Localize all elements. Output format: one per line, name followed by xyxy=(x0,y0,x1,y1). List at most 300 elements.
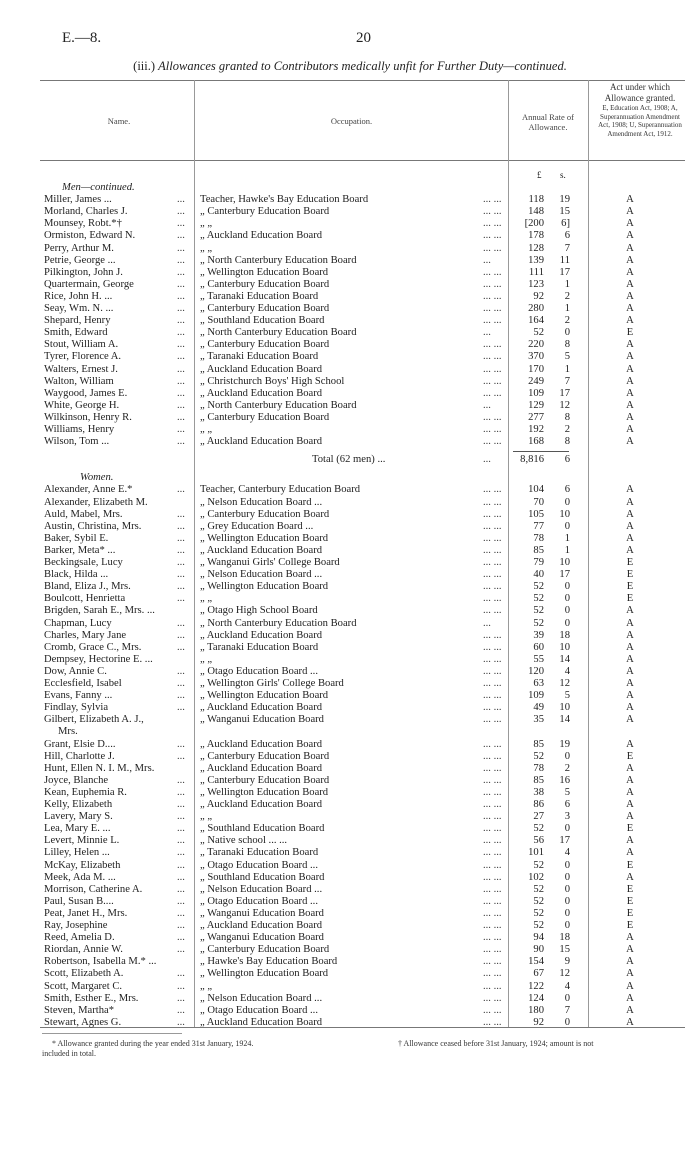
occupation: Teacher, Canterbury Education Board xyxy=(200,484,361,496)
leader-dots: ... ... xyxy=(483,230,502,242)
occupation: „ Auckland Education Board xyxy=(200,738,323,750)
contributor-name: Black, Hilda ... xyxy=(44,569,109,581)
contributor-name: Shepard, Henry xyxy=(44,315,111,327)
contributor-name: Barker, Meta* ... xyxy=(44,544,116,556)
leader-dots: ... ... xyxy=(483,823,502,835)
allowance-pounds: 123 xyxy=(528,278,544,290)
footnote-rule xyxy=(42,1033,182,1034)
contributor-name: Cromb, Grace C., Mrs. xyxy=(44,641,142,653)
leader-dots: ... ... xyxy=(483,944,502,956)
allowance-pounds: 178 xyxy=(528,230,544,242)
allowance-shillings: 14 xyxy=(559,714,570,726)
leader-dots: ... xyxy=(177,315,185,327)
allowance-pounds: 90 xyxy=(533,944,544,956)
table-row xyxy=(0,424,700,436)
leader-dots: ... ... xyxy=(483,557,502,568)
leader-dots: ... ... xyxy=(483,278,502,290)
table-row xyxy=(0,739,700,751)
allowance-pounds: 86 xyxy=(533,799,544,810)
leader-dots: ... xyxy=(177,1004,185,1016)
contributor-name: Auld, Mabel, Mrs. xyxy=(44,508,123,520)
allowance-shillings: 19 xyxy=(559,738,570,750)
allowance-shillings: 6 xyxy=(564,484,570,496)
contributor-name: Miller, James ... xyxy=(44,194,112,206)
act-code: A xyxy=(626,315,634,327)
leader-dots: ... ... xyxy=(483,363,502,375)
leader-dots: ... ... xyxy=(483,544,502,556)
table-row xyxy=(0,351,700,363)
allowance-shillings: 15 xyxy=(559,944,570,956)
table-row xyxy=(0,255,700,267)
occupation: „ Wanganui Girls' College Board xyxy=(200,557,340,568)
leader-dots: ... ... xyxy=(483,956,502,968)
allowance-shillings: 12 xyxy=(559,678,570,689)
occupation: „ Auckland Education Board xyxy=(200,544,323,556)
occupation: „ „ xyxy=(200,218,213,230)
occupation: „ Auckland Education Board xyxy=(200,230,323,242)
table-row xyxy=(0,509,700,521)
table-row xyxy=(0,327,700,339)
occupation: „ „ xyxy=(200,242,213,254)
occupation: „ Christchurch Boys' High School xyxy=(200,375,345,387)
allowance-pounds: 111 xyxy=(528,266,544,278)
allowance-shillings: 0 xyxy=(564,823,570,835)
leader-dots: ... xyxy=(177,520,185,532)
allowance-pounds: 78 xyxy=(533,532,544,544)
allowance-pounds: 52 xyxy=(533,907,544,919)
allowance-pounds: 27 xyxy=(533,811,544,823)
allowance-shillings: 6] xyxy=(561,218,570,230)
table-row xyxy=(0,654,700,666)
leader-dots: ... ... xyxy=(483,266,502,278)
allowance-pounds: 56 xyxy=(533,835,544,847)
occupation: „ Canterbury Education Board xyxy=(200,278,330,290)
act-code: A xyxy=(626,835,634,847)
leader-dots: ... xyxy=(177,303,185,314)
leader-dots: ... xyxy=(177,920,185,931)
contributor-name: Stout, William A. xyxy=(44,339,119,351)
leader-dots: ... xyxy=(177,750,185,762)
allowance-shillings: 3 xyxy=(564,811,570,823)
table-row xyxy=(0,315,700,327)
allowance-shillings: 0 xyxy=(564,871,570,883)
contributor-name: Smith, Esther E., Mrs. xyxy=(44,992,139,1004)
leader-dots: ... ... xyxy=(483,847,502,859)
allowance-shillings: 5 xyxy=(564,690,570,702)
contributor-name: Hunt, Ellen N. I. M., Mrs. xyxy=(44,762,155,774)
leader-dots: ... ... xyxy=(483,206,502,218)
occupation: „ Otago Education Board ... xyxy=(200,859,318,871)
leader-dots: ... xyxy=(177,835,185,847)
contributor-name: Ecclesfield, Isabel xyxy=(44,678,122,689)
contributor-name: Pilkington, John J. xyxy=(44,266,123,278)
contributor-name: Lea, Mary E. ... xyxy=(44,823,111,835)
leader-dots: ... ... xyxy=(483,436,502,448)
act-code: A xyxy=(626,544,634,556)
allowance-pounds: 52 xyxy=(533,581,544,593)
act-code: A xyxy=(626,266,634,278)
table-row xyxy=(0,376,700,388)
contributor-name: Steven, Martha* xyxy=(44,1004,115,1016)
act-header-title: Act under which Allowance granted. xyxy=(604,82,676,103)
leader-dots: ... ... xyxy=(483,678,502,689)
leader-dots: ... ... xyxy=(483,242,502,254)
contributor-name: Alexander, Anne E.* xyxy=(44,484,133,496)
leader-dots: ... ... xyxy=(483,702,502,714)
leader-dots: ... ... xyxy=(483,593,502,605)
table-row xyxy=(0,847,700,859)
contributor-name: Wilkinson, Henry R. xyxy=(44,411,132,423)
table-row xyxy=(0,194,700,206)
contributor-name: Meek, Ada M. ... xyxy=(44,871,116,883)
table-subtitle xyxy=(0,59,700,74)
leader-dots: ... ... xyxy=(483,532,502,544)
allowance-shillings: 4 xyxy=(564,980,570,992)
column-header-rate: Annual Rate of Allowance. xyxy=(522,112,574,132)
leader-dots: ... xyxy=(177,230,185,242)
table-row xyxy=(0,690,700,702)
table-row xyxy=(0,412,700,424)
occupation: „ Canterbury Education Board xyxy=(200,508,330,520)
allowance-shillings: 5 xyxy=(564,351,570,363)
occupation: „ Wellington Education Board xyxy=(200,532,329,544)
section-heading xyxy=(0,182,700,194)
allowance-shillings: 0 xyxy=(564,581,570,593)
act-code: A xyxy=(626,702,634,714)
leader-dots: ... xyxy=(177,907,185,919)
leader-dots: ... xyxy=(177,883,185,895)
leader-dots: ... ... xyxy=(483,714,502,726)
table-row xyxy=(0,291,700,303)
pounds-unit: £ xyxy=(537,170,542,180)
contributor-name: Lavery, Mary S. xyxy=(44,811,113,823)
contributor-name: Dow, Annie C. xyxy=(44,665,107,677)
allowance-pounds: 52 xyxy=(533,823,544,835)
contributor-name: White, George H. xyxy=(44,399,120,411)
table-row xyxy=(0,533,700,545)
allowance-pounds: 52 xyxy=(533,327,544,339)
occupation: Teacher, Hawke's Bay Education Board xyxy=(200,194,369,206)
act-code: A xyxy=(626,956,634,968)
table-row xyxy=(0,436,700,448)
act-code: A xyxy=(626,774,634,786)
allowance-pounds: 52 xyxy=(533,617,544,629)
leader-dots: ... xyxy=(177,544,185,556)
table-row xyxy=(0,811,700,823)
allowance-pounds: 128 xyxy=(528,242,544,254)
allowance-pounds: [200 xyxy=(524,218,544,230)
act-code: A xyxy=(626,738,634,750)
act-code: E xyxy=(626,920,634,931)
leader-dots: ... xyxy=(177,629,185,641)
act-code: A xyxy=(626,605,634,617)
leader-dots: ... ... xyxy=(483,871,502,883)
act-code: E xyxy=(626,895,634,907)
occupation: „ Canterbury Education Board xyxy=(200,750,330,762)
table-row xyxy=(0,896,700,908)
occupation: „ Wellington Girls' College Board xyxy=(200,678,344,689)
act-code: E xyxy=(626,750,634,762)
table-row xyxy=(0,678,700,690)
contributor-name: Grant, Elsie D.... xyxy=(44,738,116,750)
leader-dots: ... xyxy=(177,206,185,218)
act-code: A xyxy=(626,532,634,544)
act-code: A xyxy=(626,1016,634,1028)
table-row xyxy=(0,1017,700,1029)
occupation: „ Taranaki Education Board xyxy=(200,351,319,363)
contributor-name: Riordan, Annie W. xyxy=(44,944,123,956)
allowance-pounds: 52 xyxy=(533,859,544,871)
occupation: „ Canterbury Education Board xyxy=(200,944,330,956)
act-code: A xyxy=(626,303,634,314)
leader-dots: ... ... xyxy=(483,605,502,617)
leader-dots: ... xyxy=(177,266,185,278)
occupation: „ Grey Education Board ... xyxy=(200,520,314,532)
act-code: A xyxy=(626,411,634,423)
act-code: A xyxy=(626,339,634,351)
occupation: „ Auckland Education Board xyxy=(200,702,323,714)
allowance-pounds: 154 xyxy=(528,956,544,968)
allowance-pounds: 60 xyxy=(533,641,544,653)
table-row xyxy=(0,557,700,569)
leader-dots: ... ... xyxy=(483,194,502,206)
units-row xyxy=(0,170,700,182)
allowance-pounds: 109 xyxy=(528,690,544,702)
contributor-name: Beckingsale, Lucy xyxy=(44,557,123,568)
allowance-pounds: 92 xyxy=(533,290,544,302)
allowance-pounds: 120 xyxy=(528,665,544,677)
allowance-shillings: 0 xyxy=(564,327,570,339)
occupation: „ Auckland Education Board xyxy=(200,920,323,931)
leader-dots: ... xyxy=(177,254,185,266)
table-row xyxy=(0,956,700,968)
allowance-pounds: 63 xyxy=(533,678,544,689)
allowance-pounds: 39 xyxy=(533,629,544,641)
allowance-shillings: 1 xyxy=(564,303,570,314)
leader-dots: ... ... xyxy=(483,290,502,302)
allowance-shillings: 10 xyxy=(559,641,570,653)
occupation: „ Otago Education Board ... xyxy=(200,895,318,907)
allowance-shillings: 6 xyxy=(564,799,570,810)
occupation: „ Auckland Education Board xyxy=(200,1016,323,1028)
name-continued: Mrs. xyxy=(58,726,78,738)
table-row xyxy=(0,763,700,775)
occupation: „ North Canterbury Education Board xyxy=(200,399,357,411)
contributor-name: Wilson, Tom ... xyxy=(44,436,110,448)
contributor-name: Petrie, George ... xyxy=(44,254,116,266)
act-code: A xyxy=(626,290,634,302)
allowance-pounds: 52 xyxy=(533,883,544,895)
name-continuation xyxy=(0,726,700,738)
allowance-shillings: 2 xyxy=(564,290,570,302)
occupation: „ Canterbury Education Board xyxy=(200,206,330,218)
act-code: A xyxy=(626,278,634,290)
leader-dots: ... xyxy=(483,254,491,266)
allowance-shillings: 12 xyxy=(559,968,570,980)
allowance-shillings: 0 xyxy=(564,617,570,629)
allowance-pounds: 148 xyxy=(528,206,544,218)
leader-dots: ... ... xyxy=(483,218,502,230)
contributor-name: Tyrer, Florence A. xyxy=(44,351,122,363)
leader-dots: ... ... xyxy=(483,799,502,810)
leader-dots: ... xyxy=(177,992,185,1004)
leader-dots: ... ... xyxy=(483,762,502,774)
allowance-pounds: 67 xyxy=(533,968,544,980)
footnote-dagger: † Allowance ceased before 31st January, 1924; amount is not xyxy=(398,1039,594,1048)
leader-dots: ... xyxy=(177,484,185,496)
act-code: A xyxy=(626,786,634,798)
act-code: A xyxy=(626,690,634,702)
allowance-pounds: 52 xyxy=(533,750,544,762)
leader-dots: ... xyxy=(177,895,185,907)
leader-dots: ... xyxy=(177,569,185,581)
allowance-pounds: 35 xyxy=(533,714,544,726)
section-heading xyxy=(0,472,700,484)
allowance-shillings: 0 xyxy=(564,520,570,532)
section-label: Men—continued. xyxy=(62,182,135,193)
leader-dots: ... ... xyxy=(483,907,502,919)
contributor-name: Charles, Mary Jane xyxy=(44,629,127,641)
allowance-shillings: 7 xyxy=(564,242,570,254)
contributor-name: Kelly, Elizabeth xyxy=(44,799,113,810)
leader-dots: ... xyxy=(177,593,185,605)
act-code: A xyxy=(626,194,634,206)
occupation: „ Wanganui Education Board xyxy=(200,714,324,726)
allowance-shillings: 4 xyxy=(564,665,570,677)
allowance-pounds: 170 xyxy=(528,363,544,375)
leader-dots: ... xyxy=(177,436,185,448)
report-reference: E.—8. xyxy=(62,30,102,46)
leader-dots: ... xyxy=(177,968,185,980)
allowance-shillings: 0 xyxy=(564,992,570,1004)
allowance-shillings: 19 xyxy=(559,194,570,206)
leader-dots: ... ... xyxy=(483,738,502,750)
act-code: A xyxy=(626,218,634,230)
contributor-name: Waygood, James E. xyxy=(44,387,128,399)
contributor-name: Williams, Henry xyxy=(44,424,115,435)
act-code: A xyxy=(626,678,634,689)
allowance-pounds: 78 xyxy=(533,762,544,774)
occupation: „ Otago Education Board ... xyxy=(200,665,318,677)
table-row xyxy=(0,400,700,412)
allowance-shillings: 5 xyxy=(564,786,570,798)
leader-dots: ... ... xyxy=(483,387,502,399)
leader-dots: ... xyxy=(177,339,185,351)
contributor-name: Levert, Minnie L. xyxy=(44,835,120,847)
table-row xyxy=(0,944,700,956)
total-rule xyxy=(513,451,569,452)
leader-dots: ... xyxy=(177,690,185,702)
leader-dots: ... ... xyxy=(483,303,502,314)
allowance-pounds: 249 xyxy=(528,375,544,387)
subtitle-number: (iii.) xyxy=(133,59,156,73)
allowance-pounds: 85 xyxy=(533,738,544,750)
contributor-name: Kean, Euphemia R. xyxy=(44,786,127,798)
act-code: A xyxy=(626,847,634,859)
contributor-name: Mounsey, Robt.*† xyxy=(44,218,122,230)
leader-dots: ... ... xyxy=(483,339,502,351)
allowance-shillings: 0 xyxy=(564,496,570,508)
act-code: E xyxy=(626,593,634,605)
leader-dots: ... xyxy=(483,399,491,411)
act-code: A xyxy=(626,206,634,218)
allowance-shillings: 2 xyxy=(564,762,570,774)
table-row xyxy=(0,581,700,593)
leader-dots: ... xyxy=(483,454,491,466)
contributor-name: Stewart, Agnes G. xyxy=(44,1016,122,1028)
contributor-name: Scott, Elizabeth A. xyxy=(44,968,124,980)
act-code: A xyxy=(626,992,634,1004)
act-code: A xyxy=(626,714,634,726)
occupation: „ Wellington Education Board xyxy=(200,581,329,593)
leader-dots: ... xyxy=(177,363,185,375)
act-code: A xyxy=(626,436,634,448)
leader-dots: ... xyxy=(177,944,185,956)
table-row xyxy=(0,775,700,787)
allowance-pounds: 280 xyxy=(528,303,544,314)
allowance-pounds: 49 xyxy=(533,702,544,714)
table-row xyxy=(0,618,700,630)
allowance-pounds: 139 xyxy=(528,254,544,266)
allowance-shillings: 1 xyxy=(564,363,570,375)
table-row xyxy=(0,521,700,533)
table-row xyxy=(0,497,700,509)
table-row xyxy=(0,823,700,835)
table-row xyxy=(0,206,700,218)
contributor-name: Walters, Ernest J. xyxy=(44,363,118,375)
act-code: A xyxy=(626,351,634,363)
occupation: „ Auckland Education Board xyxy=(200,436,323,448)
allowance-pounds: 104 xyxy=(528,484,544,496)
occupation: „ Auckland Education Board xyxy=(200,629,323,641)
contributor-name: Alexander, Elizabeth M. xyxy=(44,496,148,508)
leader-dots: ... ... xyxy=(483,859,502,871)
occupation: „ Canterbury Education Board xyxy=(200,303,330,314)
allowance-shillings: 14 xyxy=(559,653,570,665)
leader-dots: ... xyxy=(177,327,185,339)
table-row xyxy=(0,908,700,920)
leader-dots: ... xyxy=(177,375,185,387)
act-code: E xyxy=(626,883,634,895)
allowance-shillings: 17 xyxy=(559,569,570,581)
allowance-shillings: 0 xyxy=(564,883,570,895)
act-code: A xyxy=(626,399,634,411)
leader-dots: ... ... xyxy=(483,653,502,665)
occupation: „ „ xyxy=(200,980,213,992)
allowance-shillings: 6 xyxy=(564,230,570,242)
leader-dots: ... ... xyxy=(483,508,502,520)
act-code: A xyxy=(626,484,634,496)
footnote-star: * Allowance granted during the year ended 31st January, 1924. xyxy=(52,1039,254,1048)
table-row xyxy=(0,872,700,884)
allowance-shillings: 1 xyxy=(564,544,570,556)
contributor-name: Smith, Edward xyxy=(44,327,108,339)
contributor-name: Walton, William xyxy=(44,375,114,387)
allowance-pounds: 109 xyxy=(528,387,544,399)
allowance-pounds: 55 xyxy=(533,653,544,665)
allowance-shillings: 0 xyxy=(564,859,570,871)
leader-dots: ... ... xyxy=(483,835,502,847)
leader-dots: ... xyxy=(483,327,491,339)
contributor-name: Morland, Charles J. xyxy=(44,206,128,218)
act-code: E xyxy=(626,907,634,919)
shillings-unit: s. xyxy=(560,170,566,180)
allowance-shillings: 17 xyxy=(559,387,570,399)
leader-dots: ... xyxy=(177,932,185,944)
column-header-act xyxy=(594,82,686,138)
footnote-dagger-continued: included in total. xyxy=(42,1049,96,1058)
act-code: A xyxy=(626,871,634,883)
